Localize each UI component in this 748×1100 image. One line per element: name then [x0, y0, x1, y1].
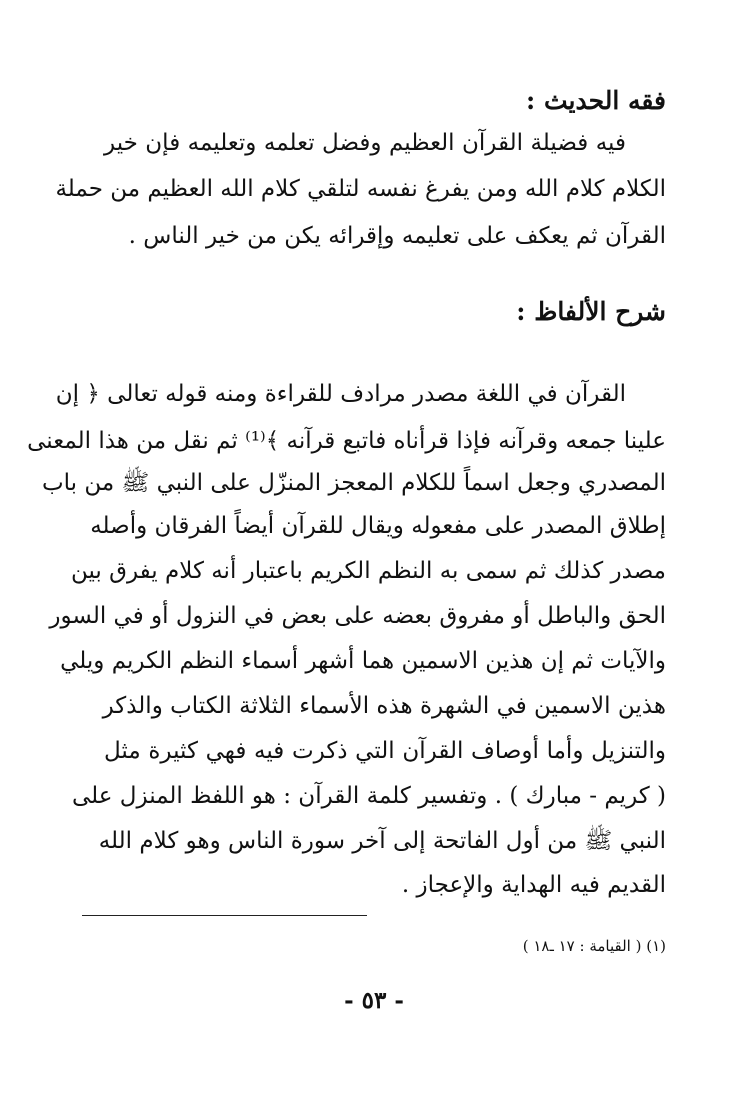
paragraph-line: والتنزيل وأما أوصاف القرآن التي ذكرت فيه فهي كثيرة مثل — [104, 738, 666, 764]
paragraph-line: القرآن في اللغة مصدر مرادف للقراءة ومنه قوله تعالى ﴿ إن — [55, 381, 626, 407]
paragraph-line: النبي ﷺ من أول الفاتحة إلى آخر سورة الناس وهو كلام الله — [98, 828, 666, 854]
paragraph-line: القديم فيه الهداية والإعجاز . — [401, 872, 666, 898]
paragraph-line: ( كريم - مبارك ) . وتفسير كلمة القرآن : هو اللفظ المنزل على — [71, 783, 666, 809]
section-heading-alfaz: شرح الألفاظ : — [516, 297, 666, 326]
paragraph-line: علينا جمعه وقرآنه فإذا قرأناه فاتبع قرآنه ﴾⁽¹⁾ ثم نقل من هذا المعنى — [27, 428, 666, 454]
paragraph-line: إطلاق المصدر على مفعوله ويقال للقرآن أيضاً الفرقان وأصله — [90, 513, 666, 539]
footnote-separator — [82, 915, 367, 916]
paragraph-line: الكلام كلام الله ومن يفرغ نفسه لتلقي كلام الله العظيم من حملة — [55, 176, 666, 202]
footnote: (١) ( القيامة : ١٧ ـ١٨ ) — [522, 937, 666, 955]
paragraph-line: فيه فضيلة القرآن العظيم وفضل تعلمه وتعليمه فإن خير — [104, 130, 626, 156]
page-number: - ٥٣ - — [344, 987, 404, 1014]
section-heading-fiqh: فقه الحديث : — [526, 86, 666, 115]
paragraph-line: والآيات ثم إن هذين الاسمين هما أشهر أسماء النظم الكريم ويلي — [60, 648, 666, 674]
paragraph-line: هذين الاسمين في الشهرة هذه الأسماء الثلاثة الكتاب والذكر — [102, 693, 666, 719]
paragraph-line: مصدر كذلك ثم سمى به النظم الكريم باعتبار أنه كلام يفرق بين — [70, 558, 666, 584]
paragraph-line: الحق والباطل أو مفروق بعضه على بعض في النزول أو في السور — [49, 603, 666, 629]
paragraph-line: القرآن ثم يعكف على تعليمه وإقرائه يكن من خير الناس . — [128, 223, 666, 249]
paragraph-line: المصدري وجعل اسماً للكلام المعجز المنزّل على النبي ﷺ من باب — [41, 470, 666, 496]
